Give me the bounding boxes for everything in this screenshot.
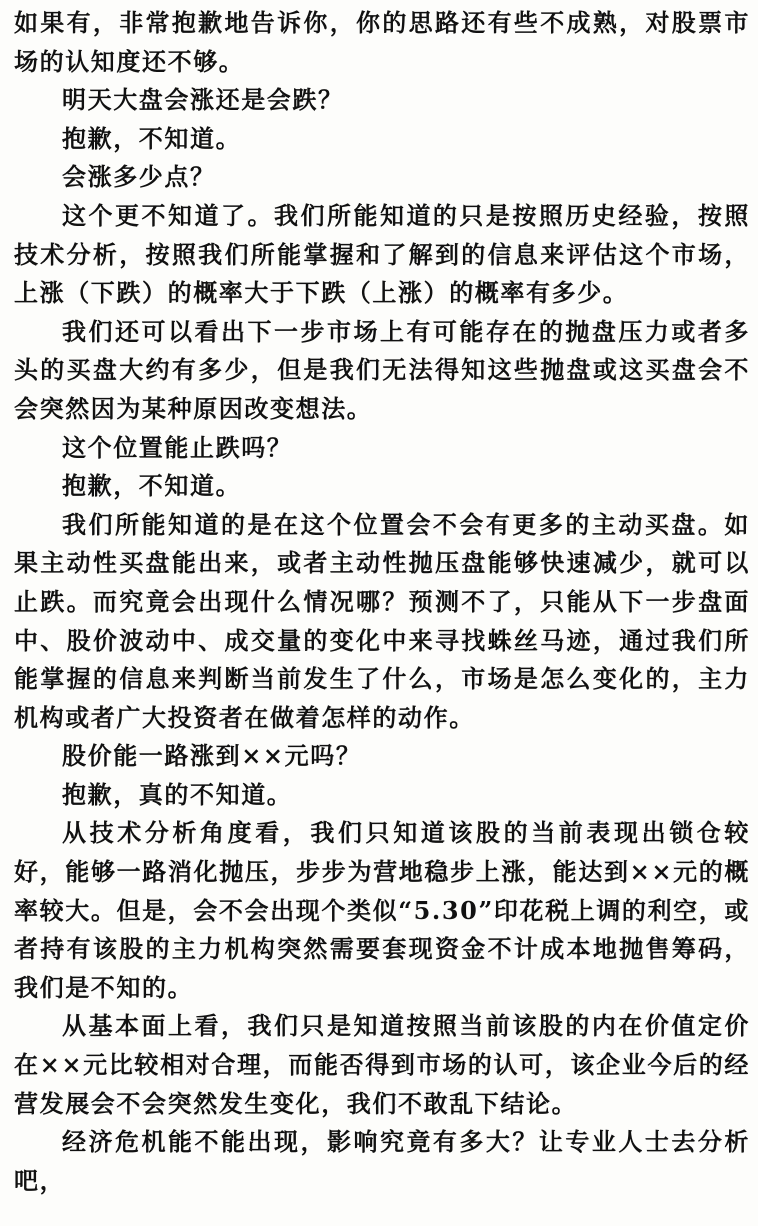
paragraph-7: 这个位置能止跌吗？ bbox=[62, 432, 293, 462]
paragraph-11: 抱歉，真的不知道。 bbox=[62, 779, 293, 809]
paragraph-1: 如果有，非常抱歉地告诉你，你的思路还有些不成熟，对股票市场的认知度还不够。 bbox=[14, 8, 750, 76]
paragraph-14: 经济危机能不能出现，影响究竟有多大？让专业人士去分析吧， bbox=[14, 1127, 750, 1195]
paragraph-10: 股价能一路涨到××元吗？ bbox=[62, 741, 362, 771]
paragraph-13: 从基本面上看，我们只是知道按照当前该股的内在价值定价在××元比较相对合理，而能否得到市场的认可，该企业今后的经营发展会不会突然发生变化，我们不敢乱下结论。 bbox=[14, 1011, 750, 1118]
paragraph-6: 我们还可以看出下一步市场上有可能存在的抛盘压力或者多头的买盘大约有多少，但是我们无法得知这些抛盘或这买盘会不会突然因为某种原因改变想法。 bbox=[14, 316, 750, 423]
paragraph-5: 这个更不知道了。我们所能知道的只是按照历史经验，按照技术分析，按照我们所能掌握和了解到的信息来评估这个市场，上涨（下跌）的概率大于下跌（上涨）的概率有多少。 bbox=[14, 200, 750, 308]
body-text bbox=[14, 4, 750, 1200]
paragraph-9: 我们所能知道的是在这个位置会不会有更多的主动买盘。如果主动性买盘能出来，或者主动性抛压盘能够快速减少，就可以止跌。而究竟会出现什么情况哪？预测不了，只能从下一步盘面中、股价波动中、成交量的变化中来寻找蛛丝马迹，通过我们所能掌握的信息来判断当前发生了什么，市场是怎么变化的，主力机构或者广大投资者在做着怎样的动作。 bbox=[14, 509, 750, 732]
paragraph-4: 会涨多少点？ bbox=[62, 162, 216, 192]
paragraph-3: 抱歉，不知道。 bbox=[62, 123, 242, 153]
paragraph-2: 明天大盘会涨还是会跌？ bbox=[62, 85, 344, 115]
paragraph-12: 从技术分析角度看，我们只知道该股的当前表现出锁仓较好，能够一路消化抛压，步步为营地稳步上涨，能达到××元的概率较大。但是，会不会出现个类似“5.30”印花税上调的利空，或者持有该股的主力机构突然需要套现资金不计成本地抛售筹码，我们是不知的。 bbox=[14, 818, 750, 1002]
paragraph-8: 抱歉，不知道。 bbox=[62, 471, 242, 501]
